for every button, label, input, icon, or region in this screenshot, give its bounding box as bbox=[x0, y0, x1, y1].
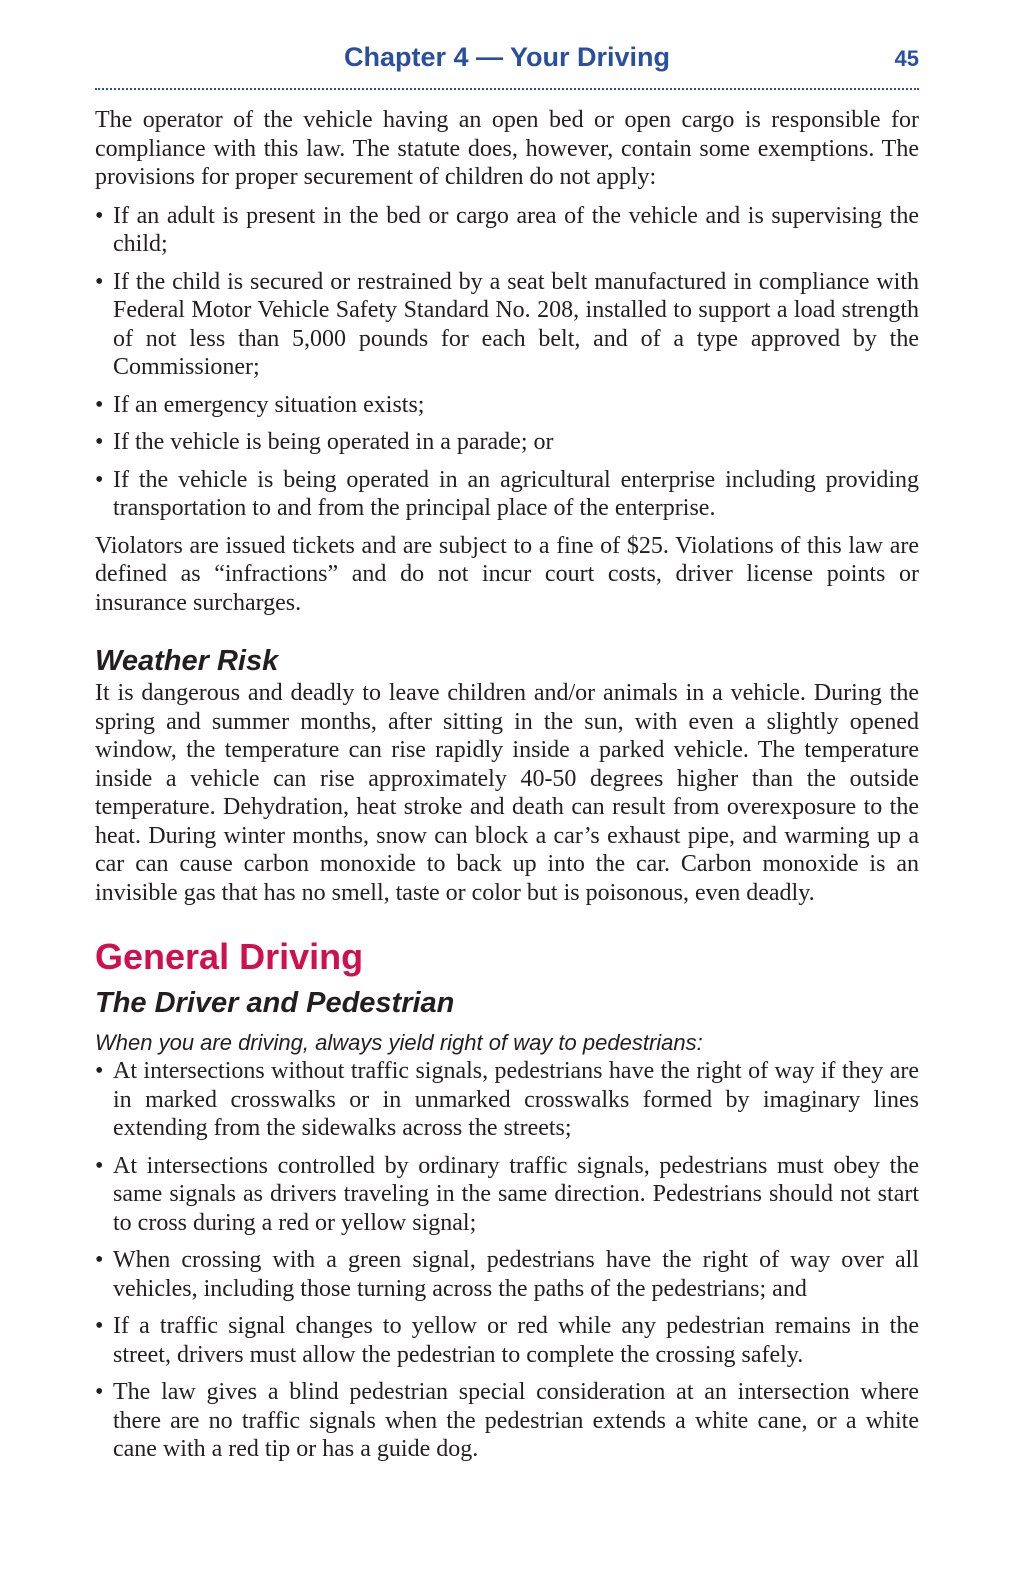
bullet-icon: • bbox=[95, 1379, 104, 1405]
bullet-icon: • bbox=[95, 202, 104, 229]
page-content bbox=[95, 106, 919, 1473]
list-item bbox=[95, 1057, 919, 1143]
page-number: 45 bbox=[894, 46, 919, 71]
list-item-text: At intersections without traffic signals, pedestrians have the right of way if they are in marked crosswalks or in unmarked crosswalks formed by imaginary lines extending from the sidewalks across the streets; bbox=[113, 1058, 919, 1141]
list-item-text: If the vehicle is being operated in an agricultural enterprise including providing transportation to and from the principal place of the enterprise. bbox=[113, 466, 919, 521]
violations-paragraph: Violators are issued tickets and are subject to a fine of $25. Violations of this law are defined as “infractions” and do not incur court costs, driver license points or insurance surcharges. bbox=[95, 532, 919, 616]
intro-paragraph: The operator of the vehicle having an open bed or open cargo is responsible for compliance with this law. The statute does, however, contain some exemptions. The provisions for proper securement of children do not apply: bbox=[95, 107, 919, 190]
bullet-icon: • bbox=[95, 1313, 104, 1339]
list-item bbox=[95, 1152, 919, 1238]
driver-pedestrian-heading: The Driver and Pedestrian bbox=[95, 987, 455, 1019]
list-item-text: If an adult is present in the bed or cargo area of the vehicle and is supervising the child; bbox=[113, 202, 919, 257]
list-item bbox=[95, 1246, 919, 1303]
chapter-title: Chapter 4 — Your Driving bbox=[343, 42, 671, 72]
bullet-icon: • bbox=[95, 429, 104, 455]
bullet-icon: • bbox=[95, 268, 104, 295]
general-driving-heading: General Driving bbox=[95, 936, 364, 977]
list-item-text: If an emergency situation exists; bbox=[113, 391, 425, 418]
list-item-text: If a traffic signal changes to yellow or red while any pedestrian remains in the street, drivers must allow the pedestrian to complete the crossing safely. bbox=[113, 1313, 919, 1368]
list-item-text: When crossing with a green signal, pedestrians have the right of way over all vehicles, including those turning across the paths of the pedestrians; and bbox=[113, 1247, 919, 1302]
page-header bbox=[95, 38, 919, 90]
list-item bbox=[95, 1312, 919, 1369]
list-item-text: If the vehicle is being operated in a parade; or bbox=[113, 429, 554, 455]
weather-risk-heading: Weather Risk bbox=[95, 645, 279, 677]
bullet-icon: • bbox=[95, 1247, 104, 1273]
bullet-icon: • bbox=[95, 466, 104, 493]
list-item-text: If the child is secured or restrained by a seat belt manufactured in compliance with Federal Motor Vehicle Safety Standard No. 208, installed to support a load strength of not less than 5,000 pounds for each belt, and of a type approved by the Commissioner; bbox=[113, 268, 919, 380]
exemptions-list bbox=[95, 202, 919, 523]
bullet-icon: • bbox=[95, 391, 104, 418]
list-item bbox=[95, 428, 919, 457]
list-item-text: The law gives a blind pedestrian special consideration at an intersection where there are no traffic signals when the pedestrian extends a white cane, or a white cane with a red tip or has a guide dog. bbox=[113, 1379, 919, 1462]
bullet-icon: • bbox=[95, 1152, 104, 1179]
yield-lead-text: When you are driving, always yield right of way to pedestrians: bbox=[95, 1030, 703, 1055]
pedestrian-rules-list bbox=[95, 1057, 919, 1464]
list-item bbox=[95, 268, 919, 382]
weather-risk-paragraph: It is dangerous and deadly to leave children and/or animals in a vehicle. During the spring and summer months, after sitting in the sun, with even a slightly opened window, the temperature can rise rapidly inside a parked vehicle. The temperature inside a vehicle can rise approximately 40-50 degrees higher than the outside temperature. Dehydration, heat stroke and death can result from overexposure to the heat. During winter months, snow can block a car’s exhaust pipe, and warming up a car can cause carbon monoxide to back up into the car. Carbon monoxide is an invisible gas that has no smell, taste or color but is poisonous, even deadly. bbox=[95, 680, 919, 906]
list-item bbox=[95, 202, 919, 259]
list-item bbox=[95, 391, 919, 420]
list-item-text: At intersections controlled by ordinary traffic signals, pedestrians must obey the same signals as drivers traveling in the same direction. Pedestrians should not start to cross during a red or yellow signal; bbox=[113, 1152, 919, 1236]
list-item bbox=[95, 466, 919, 523]
list-item bbox=[95, 1378, 919, 1464]
bullet-icon: • bbox=[95, 1058, 104, 1084]
